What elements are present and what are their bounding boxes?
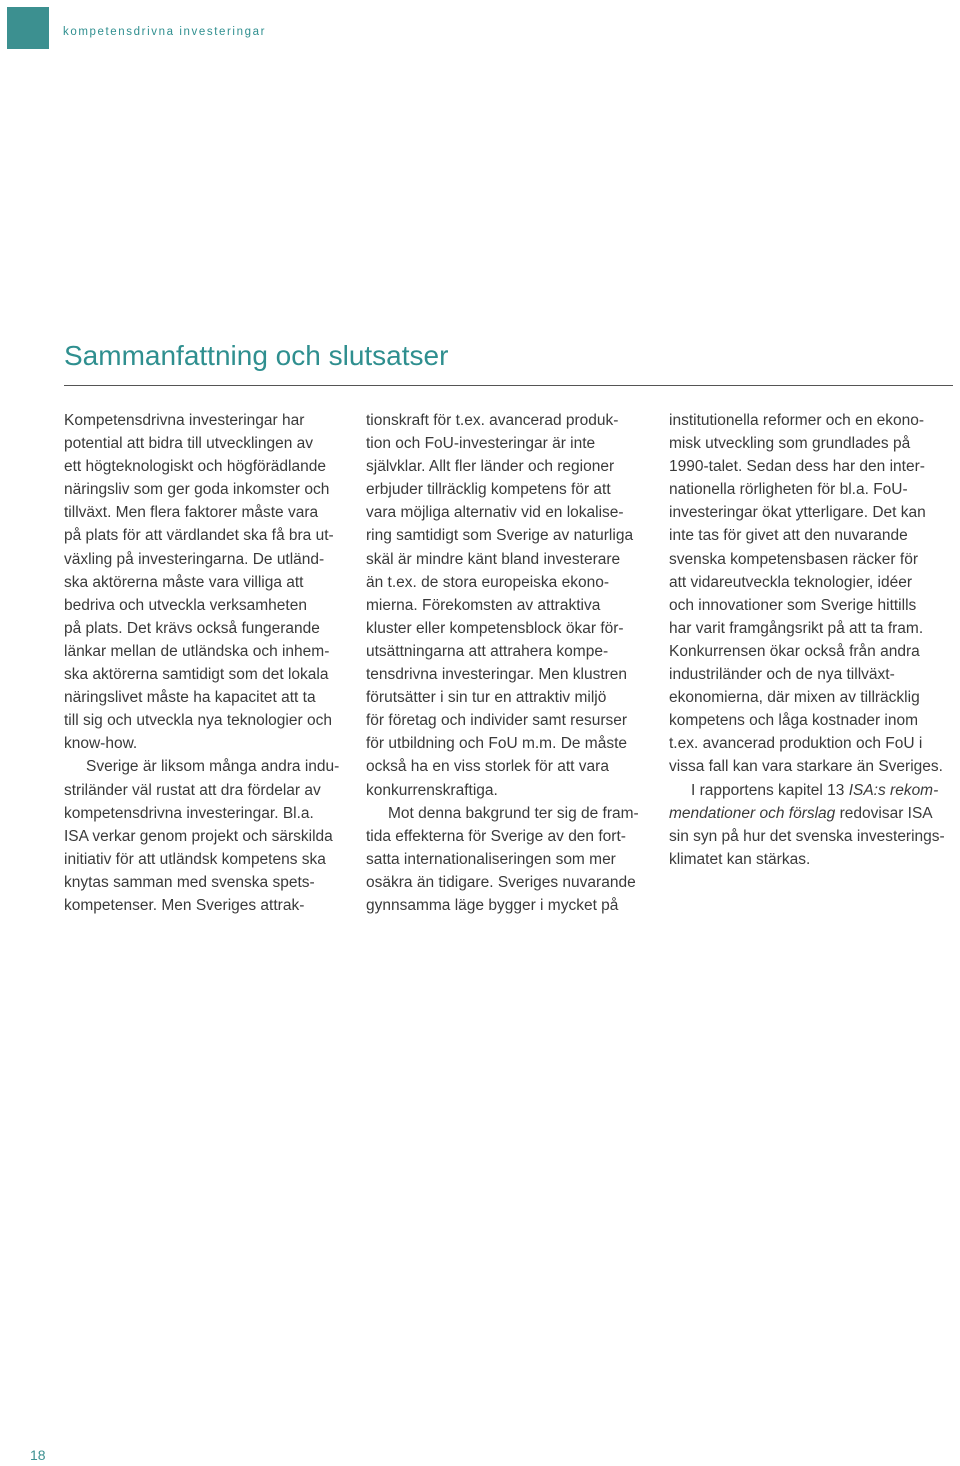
body-line: satta internationaliseringen som mer bbox=[366, 850, 616, 868]
chapter-title-italic: mendationer och förslag bbox=[669, 804, 836, 822]
body-line: ska aktörerna samtidigt som det lokala bbox=[64, 666, 329, 684]
body-line: Kompetensdrivna investeringar har bbox=[64, 412, 305, 429]
body-line: självklar. Allt fler länder och regioner bbox=[366, 458, 615, 476]
body-line: t.ex. avancerad produktion och FoU i bbox=[669, 735, 923, 753]
body-line: potential att bidra till utvecklingen av bbox=[64, 435, 314, 453]
page-title: Sammanfattning och slutsatser bbox=[64, 340, 449, 371]
body-line: än t.ex. de stora europeiska ekono- bbox=[366, 573, 609, 591]
body-line: osäkra än tidigare. Sveriges nuvarande bbox=[366, 873, 636, 891]
body-line: Sverige är liksom många andra indu- bbox=[86, 758, 340, 776]
chapter-title-italic: ISA:s rekom- bbox=[848, 781, 939, 799]
body-line: kompetens och låga kostnader inom bbox=[669, 712, 919, 730]
body-line: knytas samman med svenska spets- bbox=[64, 873, 315, 891]
body-line: kompetenser. Men Sveriges attrak- bbox=[64, 896, 305, 914]
body-line: tionskraft för t.ex. avancerad produk- bbox=[366, 412, 619, 429]
body-line: tensdrivna investeringar. Men klustren bbox=[366, 666, 628, 684]
body-line: näringslivet måste ha kapacitet att ta bbox=[64, 689, 316, 707]
body-line: initiativ för att utländsk kompetens ska bbox=[64, 850, 326, 868]
body-line: gynnsamma läge bygger i mycket på bbox=[366, 896, 619, 914]
body-line: tillväxt. Men flera faktorer måste vara bbox=[64, 504, 319, 522]
body-line: klimatet kan stärkas. bbox=[669, 850, 811, 868]
body-line: kluster eller kompetensblock ökar för- bbox=[366, 619, 624, 637]
body-line: Mot denna bakgrund ter sig de fram- bbox=[388, 804, 639, 822]
body-line: har varit framgångsrikt på att ta fram. bbox=[669, 619, 924, 637]
body-line: för utbildning och FoU m.m. De måste bbox=[366, 735, 628, 753]
body-line: misk utveckling som grundlades på bbox=[669, 435, 911, 453]
body-line: utsättningarna att attrahera kompe- bbox=[366, 642, 609, 660]
body-line: konkurrenskraftiga. bbox=[366, 781, 498, 799]
body-line: ett högteknologiskt och högförädlande bbox=[64, 458, 326, 476]
body-line: erbjuder tillräcklig kompetens för att bbox=[366, 481, 611, 499]
header-square bbox=[7, 7, 49, 49]
body-line: förutsätter i sin tur en attraktiv miljö bbox=[366, 689, 607, 707]
body-line: mierna. Förekomsten av attraktiva bbox=[366, 596, 601, 614]
body-line: industriländer och de nya tillväxt- bbox=[669, 666, 895, 684]
body-line: nationella rörligheten för bl.a. FoU- bbox=[669, 481, 908, 499]
body-line: och innovationer som Sverige hittills bbox=[669, 596, 917, 614]
body-line: kompetensdrivna investeringar. Bl.a. bbox=[64, 804, 314, 822]
body-line bbox=[669, 802, 959, 825]
body-line: vissa fall kan vara starkare än Sveriges. bbox=[669, 758, 943, 776]
body-line: näringsliv som ger goda inkomster och bbox=[64, 481, 330, 499]
page-number: 18 bbox=[30, 1447, 46, 1463]
body-line: sin syn på hur det svenska investerings- bbox=[669, 827, 945, 845]
body-line: ring samtidigt som Sverige av naturliga bbox=[366, 527, 634, 545]
body-text: redovisar ISA bbox=[839, 804, 933, 822]
body-line: Konkurrensen ökar också från andra bbox=[669, 642, 920, 660]
body-line: know-how. bbox=[64, 735, 138, 753]
body-line: tida effekterna för Sverige av den fort- bbox=[366, 827, 626, 845]
body-text: I rapportens kapitel 13 bbox=[691, 781, 845, 799]
text-column-2 bbox=[366, 409, 656, 917]
body-line: växling på investeringarna. De utländ- bbox=[64, 550, 325, 568]
body-line: också ha en viss storlek för att vara bbox=[366, 758, 609, 776]
body-line: på plats. Det krävs också fungerande bbox=[64, 619, 320, 637]
body-line: 1990-talet. Sedan dess har den inter- bbox=[669, 458, 925, 476]
body-line: till sig och utveckla nya teknologier och bbox=[64, 712, 332, 730]
body-line: på plats för att värdlandet ska få bra ut- bbox=[64, 527, 334, 545]
body-line: svenska kompetensbasen räcker för bbox=[669, 550, 918, 568]
body-line: för företag och individer samt resurser bbox=[366, 712, 628, 730]
body-line: ekonomierna, där mixen av tillräcklig bbox=[669, 689, 920, 707]
text-column-1 bbox=[64, 409, 354, 917]
body-line bbox=[669, 779, 959, 802]
body-line: att vidareutveckla teknologier, idéer bbox=[669, 573, 912, 591]
body-line: ska aktörerna måste vara villiga att bbox=[64, 573, 304, 591]
body-line: bedriva och utveckla verksamheten bbox=[64, 596, 307, 614]
body-line: länkar mellan de utländska och inhem- bbox=[64, 642, 330, 660]
body-line: striländer väl rustat att dra fördelar av bbox=[64, 781, 321, 799]
body-line: inte tas för givet att den nuvarande bbox=[669, 527, 908, 545]
body-line: institutionella reformer och en ekono- bbox=[669, 412, 925, 429]
running-head: kompetensdrivna investeringar bbox=[63, 26, 267, 38]
title-rule bbox=[64, 385, 953, 386]
text-column-3 bbox=[669, 409, 959, 871]
body-line: tion och FoU-investeringar är inte bbox=[366, 435, 596, 453]
body-line: vara möjliga alternativ vid en lokalise- bbox=[366, 504, 624, 522]
body-line: skäl är mindre känt bland investerare bbox=[366, 550, 621, 568]
body-line: ISA verkar genom projekt och särskilda bbox=[64, 827, 333, 845]
body-line: investeringar ökat ytterligare. Det kan bbox=[669, 504, 926, 522]
